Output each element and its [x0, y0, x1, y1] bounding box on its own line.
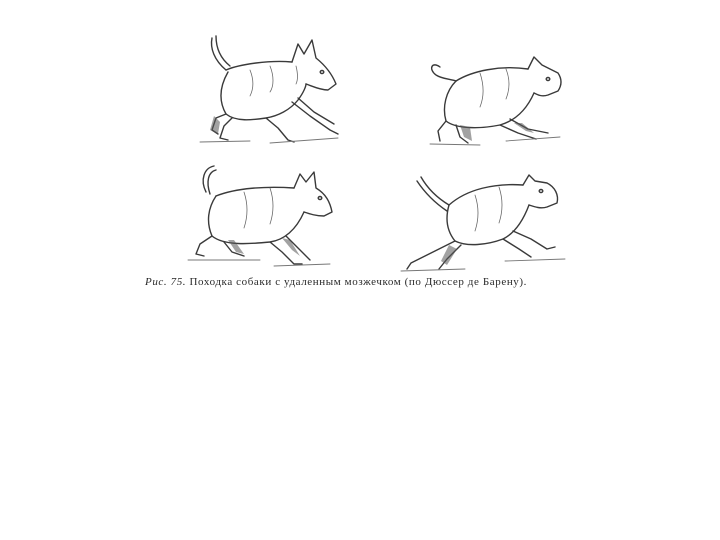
- figure-illustration: [140, 20, 590, 265]
- dog-drawing-3: [170, 160, 340, 270]
- figure-caption-text: Походка собаки с удаленным мозжечком (по Дюссер де Барену).: [189, 276, 528, 288]
- figure-number: Рис. 75.: [145, 276, 187, 288]
- dog-drawing-2: [410, 45, 570, 150]
- dog-drawing-1: [170, 30, 340, 145]
- figure-caption: [145, 276, 585, 288]
- dog-drawing-4: [395, 165, 570, 275]
